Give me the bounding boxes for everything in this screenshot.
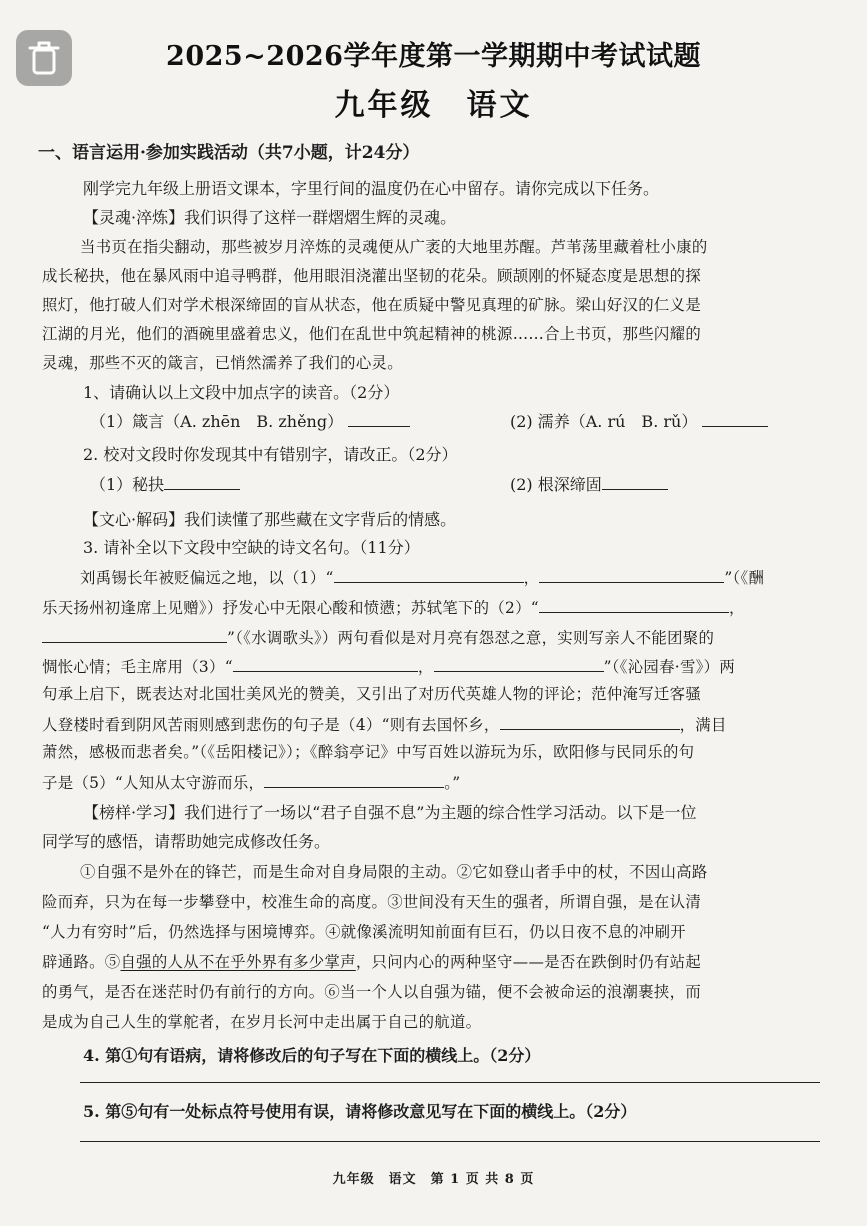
answer-line[interactable] bbox=[80, 1141, 820, 1142]
answer-line[interactable] bbox=[80, 1082, 820, 1083]
q1-option-b: (2) 濡养（A. rú B. rǔ） bbox=[510, 410, 768, 432]
part2-title: 【文心·解码】我们读懂了那些藏在文字背后的情感。 bbox=[83, 510, 457, 529]
answer-blank[interactable] bbox=[539, 566, 724, 583]
question-2: 2. 校对文段时你发现其中有错别字，请改正。（2分） bbox=[83, 445, 458, 464]
q2-item-b: (2) 根深缔固 bbox=[510, 473, 668, 495]
passage3-line: 辟通路。⑤自强的人从不在乎外界有多少掌声，只问内心的两种坚守——是否在跌倒时仍有站起 bbox=[42, 953, 702, 971]
q3-line: 乐天扬州初逢席上见赠》）抒发心中无限心酸和愤懑；苏轼笔下的（2）“ ， bbox=[42, 596, 745, 618]
passage3-line: 是成为自己人生的掌舵者，在岁月长河中走出属于自己的航道。 bbox=[42, 1013, 482, 1031]
q3-line: 刘禹锡长年被贬偏远之地，以（1）“ ， ”（《酬 bbox=[80, 566, 764, 588]
part1-title: 【灵魂·淬炼】我们识得了这样一群熠熠生辉的灵魂。 bbox=[83, 208, 457, 227]
part3-title: 【榜样·学习】我们进行了一场以“君子自强不息”为主题的综合性学习活动。以下是一位 bbox=[83, 803, 697, 822]
q3-line: 子是（5）“人知从太守游而乐， 。” bbox=[42, 771, 460, 793]
passage1-line: 当书页在指尖翻动，那些被岁月淬炼的灵魂便从广袤的大地里苏醒。芦苇荡里藏着杜小康的 bbox=[80, 238, 708, 256]
section-heading: 一、语言运用·参加实践活动（共7小题，计24分） bbox=[38, 143, 420, 163]
q3-line: 人登楼时看到阴风苦雨则感到悲伤的句子是（4）“则有去国怀乡， ，满目 bbox=[42, 713, 727, 735]
passage3-line: 的勇气，是否在迷茫时仍有前行的方向。⑥当一个人以自强为锚，便不会被命运的浪潮裹挟，而 bbox=[42, 983, 702, 1001]
passage3-line: ①自强不是外在的锋芒，而是生命对自身局限的主动。②它如登山者手中的杖，不因山高路 bbox=[80, 863, 708, 881]
question-1: 1、请确认以上文段中加点字的读音。（2分） bbox=[83, 383, 400, 402]
answer-blank[interactable] bbox=[702, 410, 768, 427]
passage1-line: 照灯，他打破人们对学术根深缔固的盲从状态，他在质疑中警见真理的矿脉。梁山好汉的仁义是 bbox=[42, 296, 702, 314]
answer-blank[interactable] bbox=[233, 655, 418, 672]
answer-blank[interactable] bbox=[264, 771, 444, 788]
q3-line: 萧然，感极而悲者矣。”（《岳阳楼记》）；《醉翁亭记》中写百姓以游玩为乐，欧阳修与民同乐的句 bbox=[42, 743, 695, 761]
question-3: 3. 请补全以下文段中空缺的诗文名句。（11分） bbox=[83, 538, 420, 557]
passage1-line: 成长秘抉，他在暴风雨中追寻鸭群，他用眼泪浇灌出坚韧的花朵。顾颉刚的怀疑态度是思想的探 bbox=[42, 267, 702, 285]
q3-line: 句承上启下，既表达对北国壮美风光的赞美，又引出了对历代英雄人物的评论；范仲淹写迁客骚 bbox=[42, 685, 702, 703]
q3-line: ”（《水调歌头》）两句看似是对月亮有怨怼之意，实则写亲人不能团聚的 bbox=[42, 626, 714, 648]
question-4: 4. 第①句有语病，请将修改后的句子写在下面的横线上。（2分） bbox=[83, 1046, 541, 1065]
answer-blank[interactable] bbox=[334, 566, 524, 583]
answer-blank[interactable] bbox=[434, 655, 604, 672]
q3-line: 惆怅心情；毛主席用（3）“ ， ”（《沁园春·雪》）两 bbox=[42, 655, 735, 677]
answer-blank[interactable] bbox=[539, 596, 729, 613]
passage1-line: 灵魂，那些不灭的箴言，已悄然濡养了我们的心灵。 bbox=[42, 354, 403, 372]
passage3-line: “人力有穷时”后，仍然选择与困境博弈。④就像溪流明知前面有巨石，仍以日夜不息的冲刷开 bbox=[42, 923, 686, 941]
answer-blank[interactable] bbox=[602, 473, 668, 490]
q2-item-a: （1）秘抉 bbox=[90, 473, 240, 495]
passage1-line: 江湖的月光，他们的酒碗里盛着忠义，他们在乱世中筑起精神的桃源……合上书页，那些闪耀的 bbox=[42, 325, 702, 343]
part3-title-cont: 同学写的感悟，请帮助她完成修改任务。 bbox=[42, 832, 331, 851]
underlined-sentence: 自强的人从不在乎外界有多少掌声 bbox=[120, 953, 356, 971]
q1-option-a: （1）箴言（A. zhēn B. zhěng） bbox=[90, 410, 410, 432]
answer-blank[interactable] bbox=[42, 626, 227, 643]
intro-text: 刚学完九年级上册语文课本，字里行间的温度仍在心中留存。请你完成以下任务。 bbox=[83, 179, 660, 198]
answer-blank[interactable] bbox=[500, 713, 680, 730]
answer-blank[interactable] bbox=[164, 473, 240, 490]
exam-subtitle: 九年级 语文 bbox=[334, 88, 533, 123]
question-5: 5. 第⑤句有一处标点符号使用有误，请将修改意见写在下面的横线上。（2分） bbox=[83, 1102, 637, 1121]
exam-title: 2025~2026学年度第一学期期中考试试题 bbox=[166, 41, 701, 72]
page-footer: 九年级 语文 第 1 页 共 8 页 bbox=[332, 1172, 535, 1187]
answer-blank[interactable] bbox=[348, 410, 410, 427]
passage3-line: 险而弃，只为在每一步攀登中，校准生命的高度。③世间没有天生的强者，所谓自强，是在认清 bbox=[42, 893, 702, 911]
